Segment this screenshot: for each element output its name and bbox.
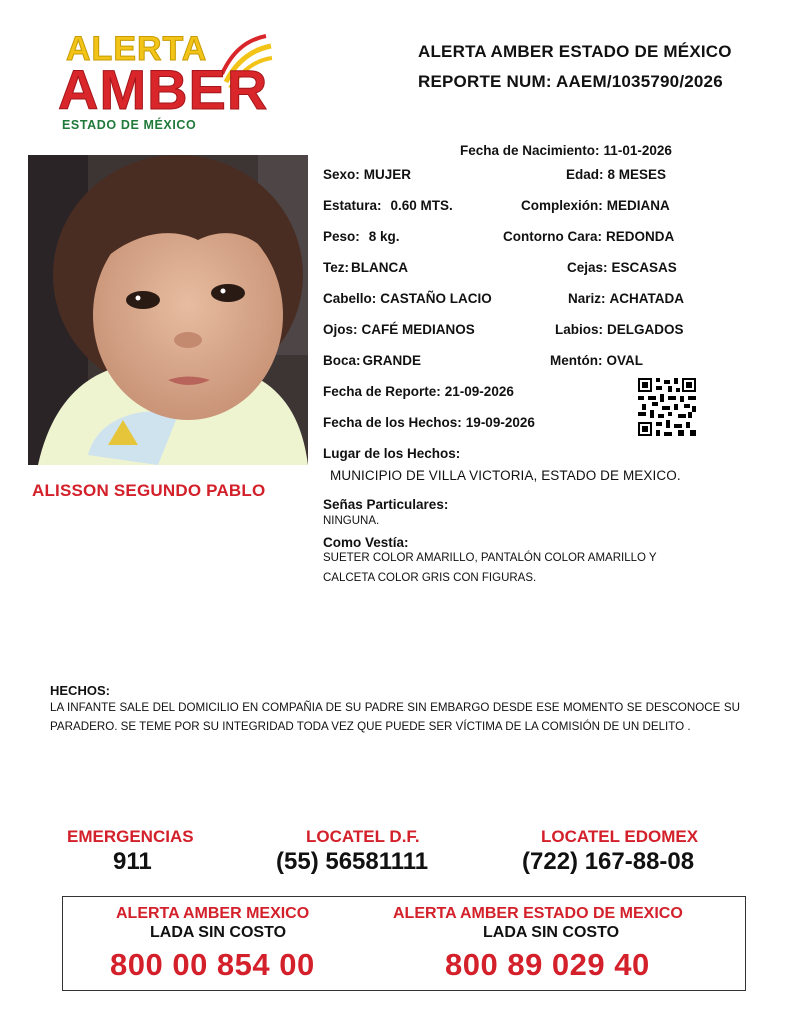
field-label: Boca:	[323, 353, 361, 368]
child-photo	[28, 155, 308, 465]
contact-locatel-edomex-label: LOCATEL EDOMEX	[541, 827, 699, 846]
field-label: Ojos:	[323, 322, 358, 337]
hotline-edomex-sub: LADA SIN COSTO	[483, 924, 620, 941]
field-label: Fecha de Reporte:	[323, 384, 441, 399]
field-value: BLANCA	[351, 260, 408, 275]
field-tez	[323, 260, 408, 275]
field-value: ESCASAS	[611, 260, 677, 275]
senas-label: Señas Particulares:	[323, 497, 449, 512]
contact-emergencias-number[interactable]: 911	[113, 848, 152, 875]
field-value: MEDIANA	[606, 198, 670, 213]
field-contorno-cara	[503, 229, 674, 244]
hotline-box	[62, 896, 746, 991]
lugar-value: MUNICIPIO DE VILLA VICTORIA, ESTADO DE MEXICO.	[330, 468, 681, 483]
field-ojos	[323, 322, 475, 337]
field-label: Sexo:	[323, 167, 360, 182]
contact-locatel-df-label: LOCATEL D.F.	[306, 827, 420, 846]
field-value: OVAL	[606, 353, 643, 368]
logo-line-amber: AMBER	[58, 58, 269, 121]
field-label: Fecha de los Hechos:	[323, 415, 462, 430]
missing-person-name: ALISSON SEGUNDO PABLO	[32, 481, 266, 500]
field-menton	[550, 353, 643, 368]
hotline-mexico-number[interactable]: 800 00 854 00	[110, 947, 315, 982]
field-label: Cabello:	[323, 291, 377, 306]
field-label: Complexión:	[521, 198, 603, 213]
senas-value: NINGUNA.	[323, 515, 380, 527]
vestia-line-1: SUETER COLOR AMARILLO, PANTALÓN COLOR AMARILLO Y	[323, 552, 657, 564]
field-label: Estatura:	[323, 198, 382, 213]
field-edad	[566, 167, 666, 182]
field-value: 19-09-2026	[465, 415, 535, 430]
hotline-edomex-number[interactable]: 800 89 029 40	[445, 947, 650, 982]
field-fecha-reporte	[323, 384, 514, 399]
contact-emergencias-label: EMERGENCIAS	[67, 827, 194, 846]
field-fecha-nacimiento	[460, 143, 672, 158]
field-label: Tez:	[323, 260, 349, 275]
field-label: Cejas:	[567, 260, 608, 275]
field-value: GRANDE	[362, 353, 422, 368]
report-number: REPORTE NUM: AAEM/1035790/2026	[418, 72, 723, 91]
page-title: ALERTA AMBER ESTADO DE MÉXICO	[418, 42, 732, 61]
alerta-amber-logo	[58, 28, 273, 138]
field-labios	[555, 322, 684, 337]
field-label: Mentón:	[550, 353, 603, 368]
field-value: 0.60 MTS.	[390, 198, 453, 213]
field-cejas	[567, 260, 677, 275]
logo-line-alerta: ALERTA	[66, 30, 208, 68]
field-label: Peso:	[323, 229, 360, 244]
hechos-text: LA INFANTE SALE DEL DOMICILIO EN COMPAÑIA DE SU PADRE SIN EMBARGO DESDE ESE MOMENTO SE DESCONOCE SU PARADERO. SE TEME POR SU INTEGRIDAD TODA VEZ QUE PUEDE SER VÍCTIMA DE LA COMISIÓN DE UN DELITO .	[50, 701, 740, 733]
field-label: Edad:	[566, 167, 604, 182]
field-cabello	[323, 291, 492, 306]
qr-code-icon	[638, 378, 696, 436]
hotline-edomex-label: ALERTA AMBER ESTADO DE MEXICO	[393, 905, 683, 922]
logo-line-estado: ESTADO DE MÉXICO	[62, 118, 197, 132]
field-estatura	[323, 198, 453, 213]
field-peso	[323, 229, 400, 244]
field-value: REDONDA	[606, 229, 675, 244]
contact-locatel-edomex-number[interactable]: (722) 167-88-08	[522, 848, 695, 875]
hechos-label: HECHOS:	[50, 683, 110, 698]
field-label: Fecha de Nacimiento:	[460, 143, 600, 158]
field-label: Contorno Cara:	[503, 229, 602, 244]
field-label: Nariz:	[568, 291, 606, 306]
lugar-label: Lugar de los Hechos:	[323, 446, 461, 461]
field-value: 8 kg.	[368, 229, 400, 244]
field-value: 8 MESES	[607, 167, 667, 182]
vestia-label: Como Vestía:	[323, 535, 409, 550]
field-label: Labios:	[555, 322, 604, 337]
field-value: 21-09-2026	[444, 384, 514, 399]
vestia-line-2: CALCETA COLOR GRIS CON FIGURAS.	[323, 572, 537, 584]
hotline-mexico-label: ALERTA AMBER MEXICO	[116, 905, 310, 922]
field-value: CAFÉ MEDIANOS	[361, 322, 475, 337]
field-nariz	[568, 291, 684, 306]
field-boca	[323, 353, 421, 368]
field-value: CASTAÑO LACIO	[380, 291, 492, 306]
hotline-mexico-sub: LADA SIN COSTO	[150, 924, 287, 941]
field-value: ACHATADA	[609, 291, 685, 306]
field-value: 11-01-2026	[603, 143, 672, 158]
field-sexo	[323, 167, 411, 182]
field-fecha-hechos	[323, 415, 535, 430]
field-value: DELGADOS	[607, 322, 684, 337]
field-complexion	[521, 198, 670, 213]
contact-locatel-df-number[interactable]: (55) 56581111	[276, 848, 429, 875]
field-value: MUJER	[363, 167, 412, 182]
